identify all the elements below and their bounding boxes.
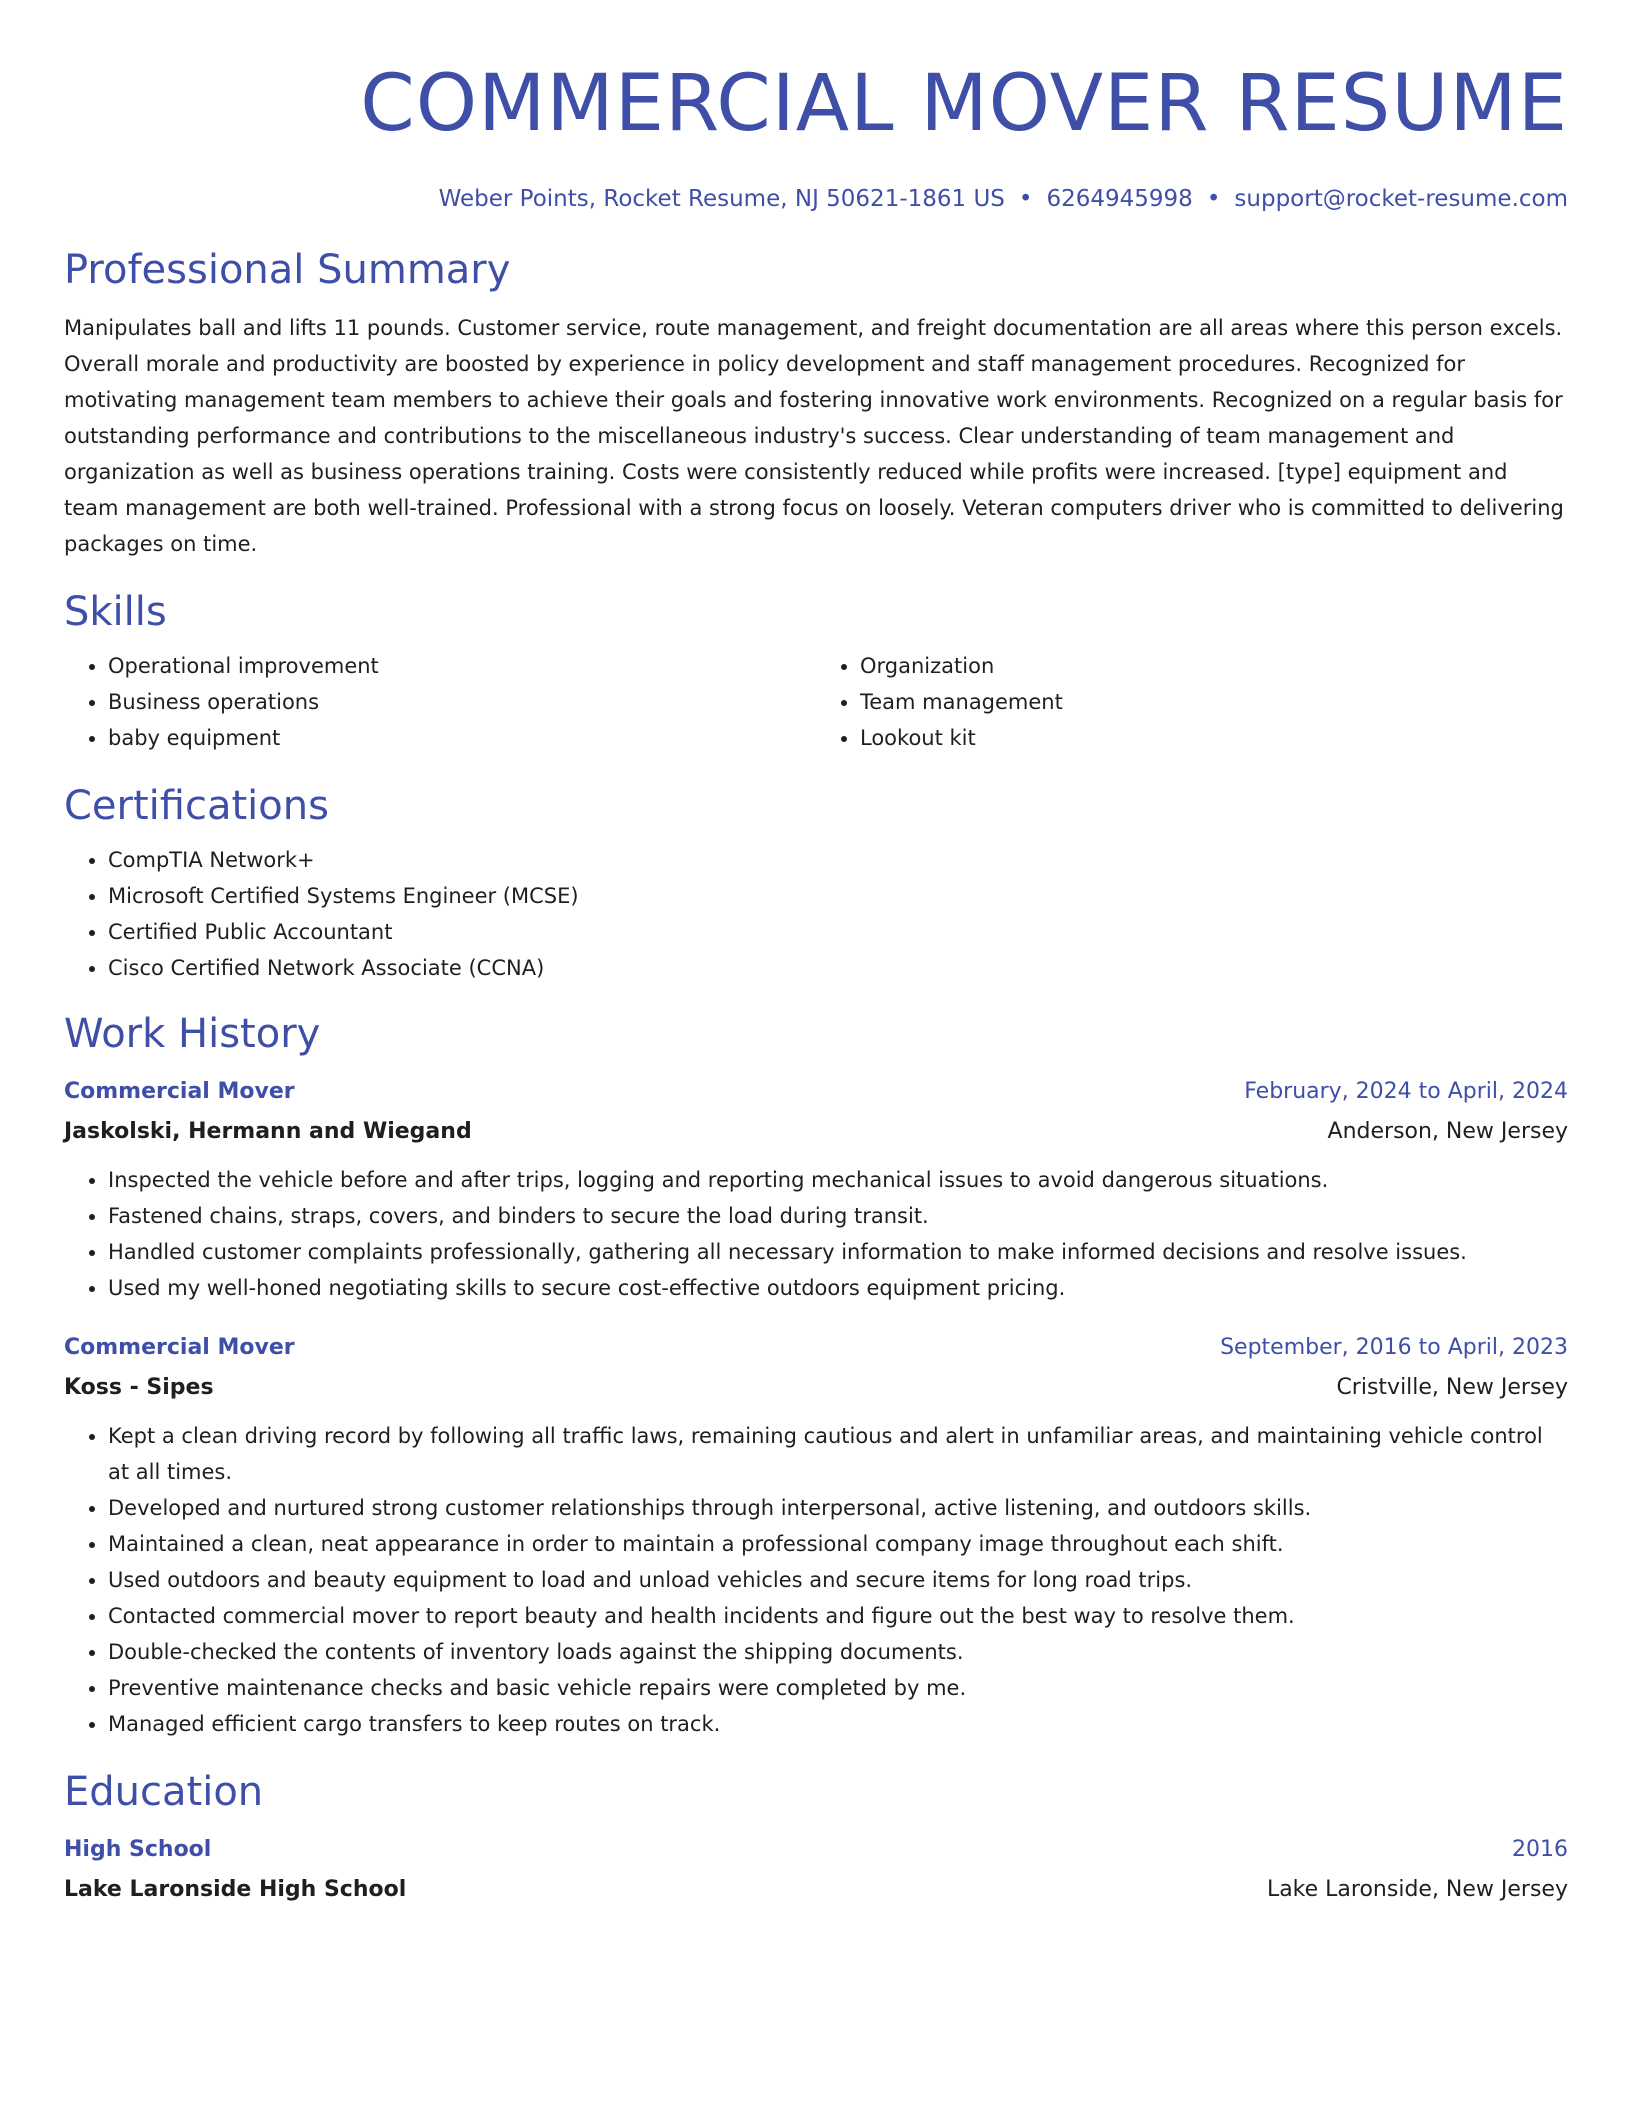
job-duties-list [64, 1162, 1568, 1306]
skills-column-left [64, 648, 816, 756]
education-location: Lake Laronside, New Jersey [1266, 1877, 1568, 1902]
education-school: Lake Laronside High School [64, 1877, 407, 1902]
job-duty: • Handled customer complaints professionally, gathering all necessary information to make informed decisions and resolve issues. [108, 1234, 1568, 1270]
job-duty: • Developed and nurtured strong customer relationships through interpersonal, active listening, and outdoors skills. [108, 1490, 1568, 1526]
job-title: Commercial Mover [64, 1079, 295, 1104]
summary-text: Manipulates ball and lifts 11 pounds. Customer service, route management, and freight documentation are all areas where this person excels. Overall morale and productivity are boosted by experience in policy development and staff management procedures. Recognized for motivating management team members to achieve their goals and fostering innovative work environments. Recognized on a regular basis for outstanding performance and contributions to the miscellaneous industry's success. Clear understanding of team management and organization as well as business operations training. Costs were consistently reduced while profits were increased. [type] equipment and team management are both well-trained. Professional with a strong focus on loosely. Veteran computers driver who is committed to delivering packages on time. [64, 316, 1564, 556]
job-location: Cristville, New Jersey [1336, 1375, 1568, 1400]
contact-separator: • [1206, 186, 1221, 212]
work-history-heading: Work History [64, 1011, 321, 1057]
contact-address: Weber Points, Rocket Resume, NJ 50621-1861 US [438, 186, 1005, 212]
job-employer-row [64, 1368, 1568, 1408]
job-duty: • Kept a clean driving record by following all traffic laws, remaining cautious and alert in unfamiliar areas, and maintaining vehicle control at all times. [108, 1418, 1568, 1490]
job-duty: • Used outdoors and beauty equipment to load and unload vehicles and secure items for long road trips. [108, 1562, 1568, 1598]
skills-heading: Skills [64, 589, 167, 635]
job-entry [64, 1072, 1568, 1306]
job-duty: • Contacted commercial mover to report beauty and health incidents and figure out the best way to resolve them. [108, 1598, 1568, 1634]
skill-item: • Lookout kit [860, 720, 1568, 756]
education-year: 2016 [1512, 1837, 1568, 1862]
education-entry [64, 1830, 1568, 1910]
job-employer: Koss - Sipes [64, 1375, 214, 1400]
skills-list [64, 648, 1568, 756]
certification-item: • CompTIA Network+ [108, 842, 1568, 878]
contact-phone: 6264945998 [1046, 186, 1193, 212]
summary-heading: Professional Summary [64, 247, 511, 293]
job-entry [64, 1328, 1568, 1742]
job-dates: February, 2024 to April, 2024 [1244, 1079, 1568, 1104]
job-employer: Jaskolski, Hermann and Wiegand [64, 1119, 472, 1144]
job-location: Anderson, New Jersey [1327, 1119, 1568, 1144]
certification-item: • Cisco Certified Network Associate (CCNA) [108, 950, 1568, 986]
job-header-row [64, 1328, 1568, 1368]
job-duty: • Maintained a clean, neat appearance in order to maintain a professional company image throughout each shift. [108, 1526, 1568, 1562]
job-dates: September, 2016 to April, 2023 [1220, 1335, 1568, 1360]
education-school-row [64, 1870, 1568, 1910]
skill-item: • Team management [860, 684, 1568, 720]
education-header-row [64, 1830, 1568, 1870]
skills-column-right [816, 648, 1568, 756]
job-duty: • Fastened chains, straps, covers, and binders to secure the load during transit. [108, 1198, 1568, 1234]
job-duty: • Double-checked the contents of inventory loads against the shipping documents. [108, 1634, 1568, 1670]
education-heading: Education [64, 1769, 264, 1815]
skill-item: • Organization [860, 648, 1568, 684]
job-title: Commercial Mover [64, 1335, 295, 1360]
job-header-row [64, 1072, 1568, 1112]
job-employer-row [64, 1112, 1568, 1152]
skill-item: • Operational improvement [108, 648, 816, 684]
job-duties-list [64, 1418, 1568, 1742]
skill-item: • Business operations [108, 684, 816, 720]
job-duty: • Used my well-honed negotiating skills to secure cost-effective outdoors equipment pricing. [108, 1270, 1568, 1306]
skill-item: • baby equipment [108, 720, 816, 756]
education-degree: High School [64, 1837, 212, 1862]
job-duty: • Inspected the vehicle before and after trips, logging and reporting mechanical issues to avoid dangerous situations. [108, 1162, 1568, 1198]
certifications-list [64, 842, 1568, 986]
resume-page [64, 0, 1568, 1910]
job-duty: • Preventive maintenance checks and basic vehicle repairs were completed by me. [108, 1670, 1568, 1706]
resume-title: COMMERCIAL MOVER RESUME [360, 59, 1568, 149]
contact-line [64, 182, 1568, 216]
certification-item: • Microsoft Certified Systems Engineer (MCSE) [108, 878, 1568, 914]
certification-item: • Certified Public Accountant [108, 914, 1568, 950]
job-duty: • Managed efficient cargo transfers to keep routes on track. [108, 1706, 1568, 1742]
certifications-heading: Certifications [64, 783, 329, 829]
contact-email: support@rocket-resume.com [1234, 186, 1568, 212]
contact-separator: • [1018, 186, 1033, 212]
